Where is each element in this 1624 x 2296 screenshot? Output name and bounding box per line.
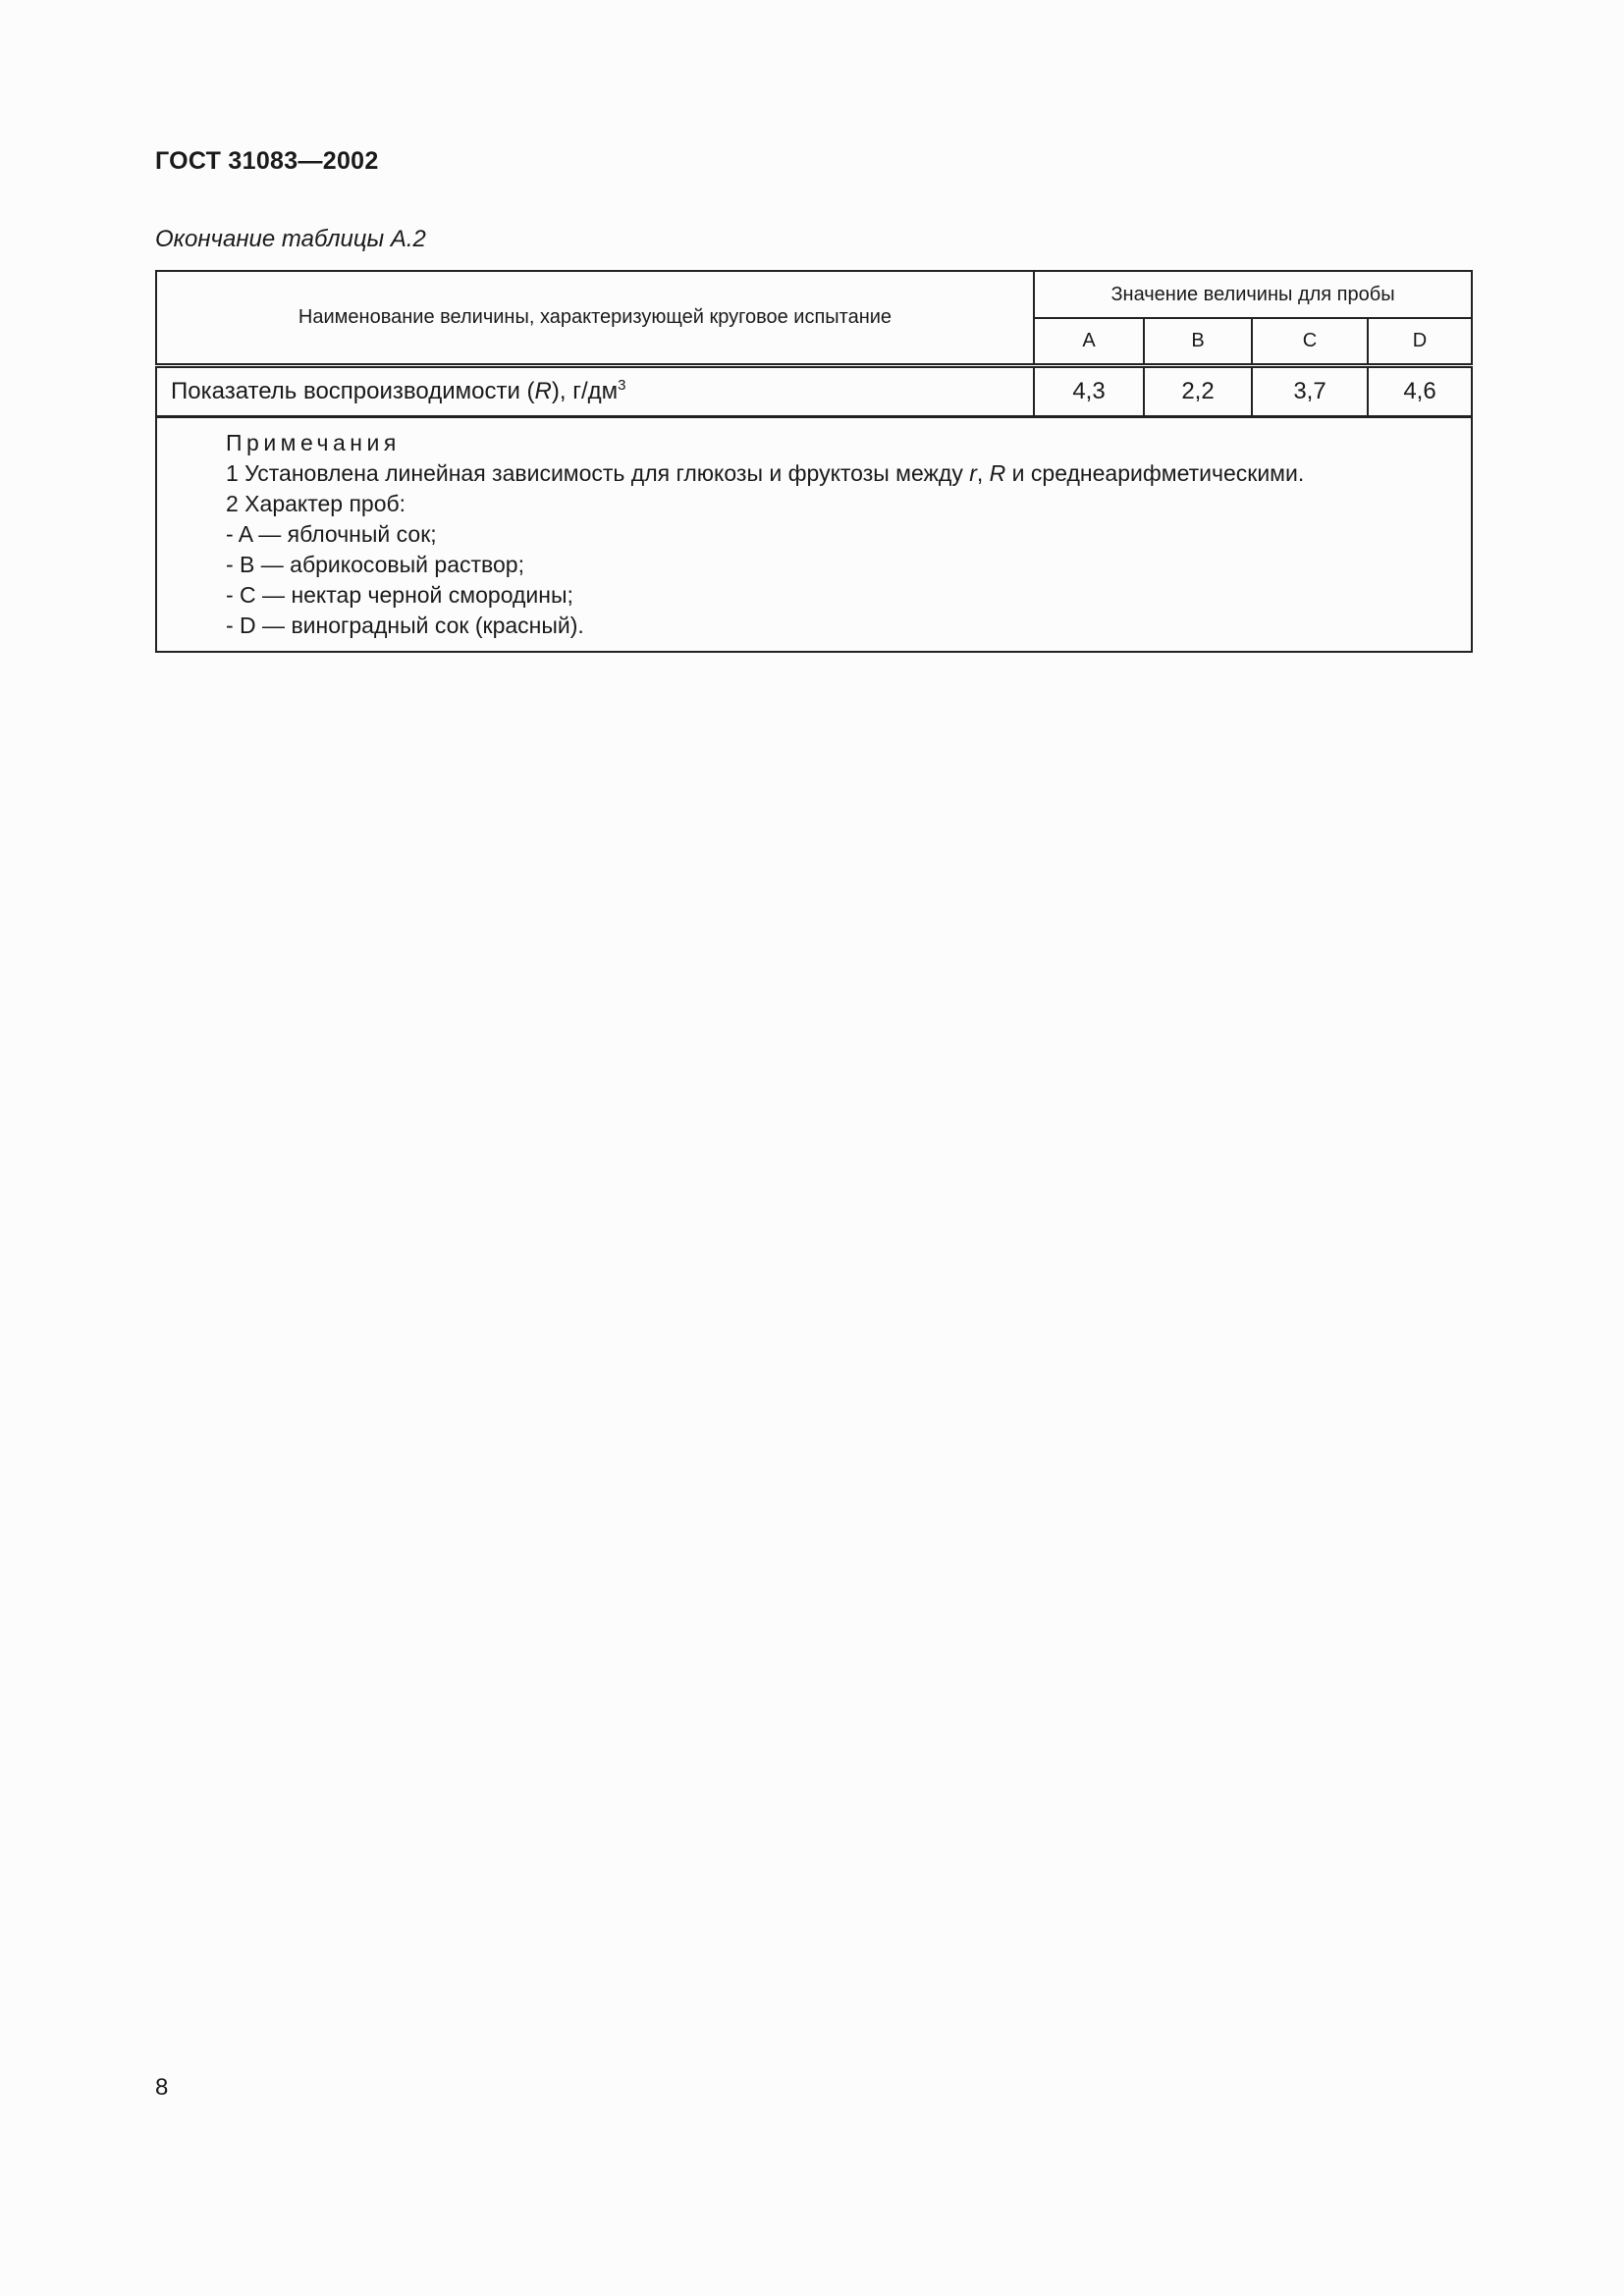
column-group-header: Значение величины для пробы xyxy=(1034,271,1472,318)
note-1-prefix: 1 Установлена линейная зависимость для глюкозы и фруктозы между xyxy=(226,460,970,486)
table-cell-value: 4,3 xyxy=(1034,366,1144,417)
row-label-suffix: ), г/дм xyxy=(551,378,619,404)
table-cell-value: 4,6 xyxy=(1368,366,1472,417)
note-1-symbol-r: r xyxy=(969,460,977,486)
data-table xyxy=(155,270,1473,653)
table-cell-value: 3,7 xyxy=(1252,366,1368,417)
column-header-name: Наименование величины, характеризующей круговое испытание xyxy=(156,271,1034,366)
row-label-superscript: 3 xyxy=(618,377,626,394)
list-item: - D — виноградный сок (красный). xyxy=(226,613,584,638)
row-label-prefix: Показатель воспроизводимости ( xyxy=(171,378,535,404)
column-header-sample: D xyxy=(1368,318,1472,366)
table-row xyxy=(156,366,1472,417)
notes-block xyxy=(157,428,1471,641)
notes-title: Примечания xyxy=(226,430,401,455)
list-item: - C — нектар черной смородины; xyxy=(226,582,573,608)
note-1-suffix: и среднеарифметическими. xyxy=(1005,460,1305,486)
note-1 xyxy=(226,458,1471,489)
column-header-sample: C xyxy=(1252,318,1368,366)
column-header-sample: B xyxy=(1144,318,1252,366)
column-header-sample: A xyxy=(1034,318,1144,366)
row-label-symbol: R xyxy=(534,378,552,404)
note-1-symbol-R: R xyxy=(989,460,1006,486)
page-number: 8 xyxy=(155,2074,169,2101)
table-caption: Окончание таблицы А.2 xyxy=(155,226,426,252)
notes-cell xyxy=(156,417,1472,653)
note-1-separator: , xyxy=(976,460,990,486)
note-2: 2 Характер проб: xyxy=(226,491,406,516)
list-item: - A — яблочный сок; xyxy=(226,521,437,547)
document-header: ГОСТ 31083—2002 xyxy=(155,147,379,175)
list-item: - B — абрикосовый раствор; xyxy=(226,552,524,577)
row-label xyxy=(156,366,1034,417)
notes-row xyxy=(156,417,1472,653)
table-cell-value: 2,2 xyxy=(1144,366,1252,417)
